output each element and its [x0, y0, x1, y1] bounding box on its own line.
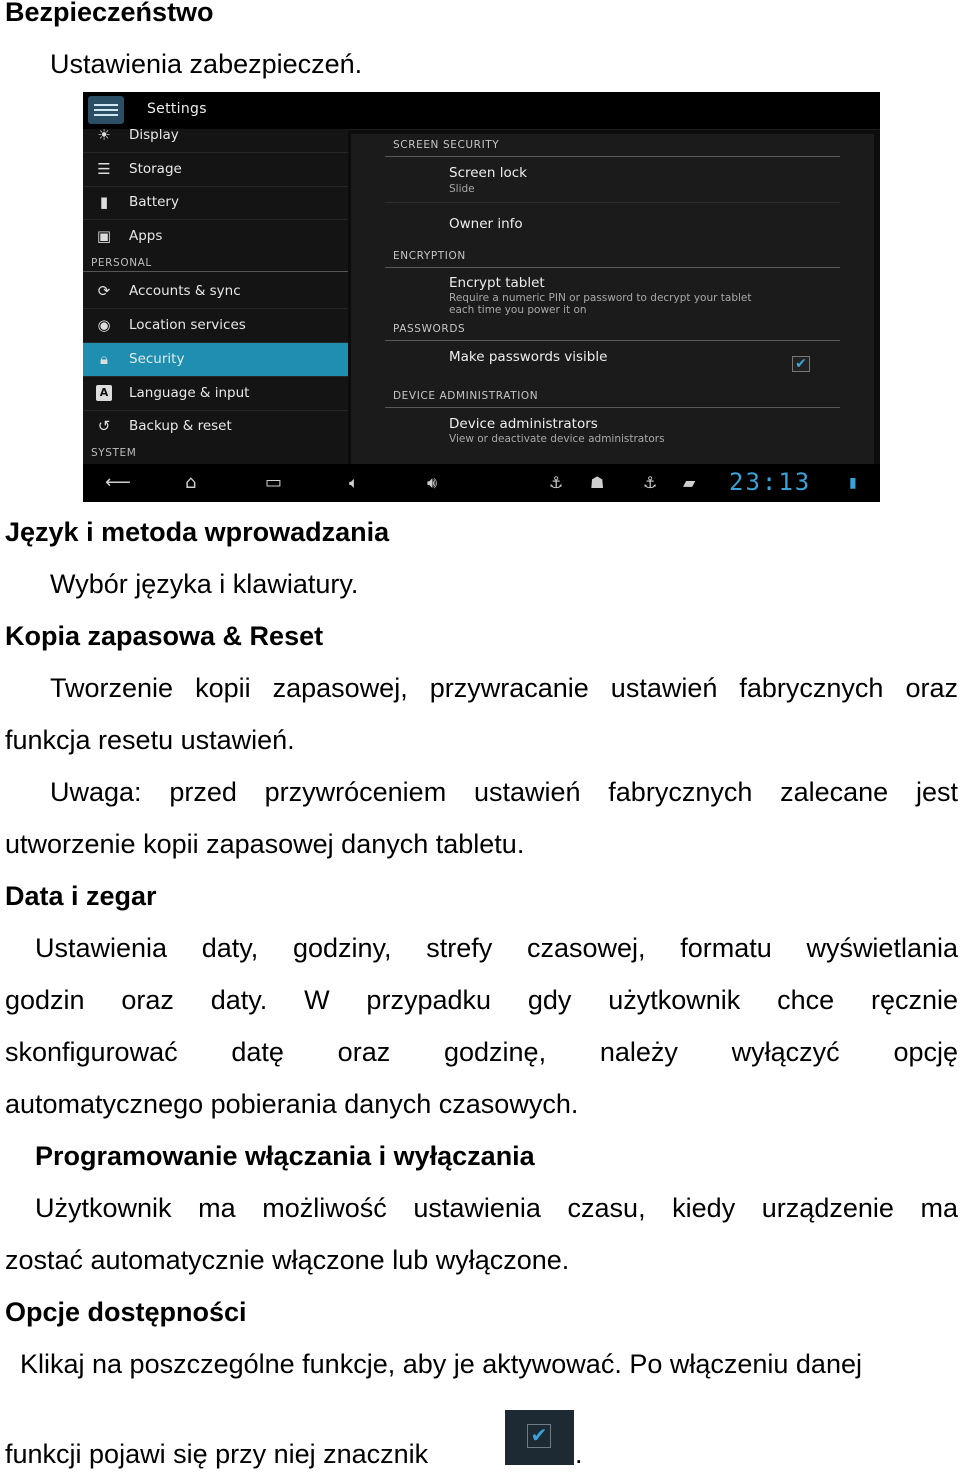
android-icon: ☗: [590, 473, 605, 492]
accessibility-line2-period: .: [575, 1439, 583, 1469]
sidebar-header-system: SYSTEM: [91, 447, 137, 459]
accessibility-line1: Klikaj na poszczególne funkcje, aby je aktywować. Po włączeniu danej: [20, 1349, 862, 1379]
passwords-visible-checkbox[interactable]: ✔: [792, 356, 810, 372]
system-navigation-bar: [83, 464, 880, 502]
backup-warning-line1: Uwaga: przed przywróceniem ustawień fabrycznych zalecane jest: [50, 777, 958, 807]
sidebar-header-personal: PERSONAL: [91, 257, 152, 269]
date-time-line4: automatycznego pobierania danych czasowych.: [5, 1089, 579, 1119]
device-administrators-summary: View or deactivate device administrators: [449, 433, 665, 445]
section-header-encryption: ENCRYPTION: [393, 250, 466, 262]
recent-apps-icon[interactable]: ▭: [265, 472, 283, 493]
usb-debug-icon: ⚓: [643, 473, 658, 492]
clock: 23:13: [729, 468, 812, 496]
section-header-passwords: PASSWORDS: [393, 323, 466, 335]
sidebar-item-label: Display: [129, 127, 179, 143]
sidebar-item-apps[interactable]: [83, 220, 348, 253]
volume-up-icon[interactable]: 🔊︎: [427, 473, 438, 492]
scheduled-power-line1: Użytkownik ma możliwość ustawienia czasu, kiedy urządzenie ma: [35, 1193, 958, 1223]
encrypt-tablet-summary-line1: Require a numeric PIN or password to decrypt your tablet: [449, 292, 752, 304]
heading-security: Bezpieczeństwo: [5, 0, 214, 27]
security-settings-panel: [351, 134, 874, 464]
display-icon: ☀: [97, 126, 111, 144]
storage-icon: ☰: [97, 160, 111, 178]
app-title: Settings: [147, 101, 207, 117]
heading-date-time: Data i zegar: [5, 881, 157, 911]
volume-down-icon[interactable]: 🔈︎: [349, 473, 359, 492]
device-administrators-title: Device administrators: [449, 416, 598, 432]
sidebar-item-language-input[interactable]: [83, 377, 348, 411]
encrypt-tablet-title: Encrypt tablet: [449, 275, 545, 291]
scheduled-power-line2: zostać automatycznie włączone lub wyłączone.: [5, 1245, 570, 1275]
home-icon[interactable]: ⌂: [185, 472, 197, 493]
battery-status-icon: ▮: [849, 475, 857, 491]
encrypt-tablet-summary-line2: each time you power it on: [449, 304, 587, 316]
sidebar-item-battery[interactable]: [83, 186, 348, 220]
sidebar-item-storage[interactable]: [83, 153, 348, 187]
owner-info-item[interactable]: Owner info: [449, 216, 523, 232]
date-time-line2: godzin oraz daty. W przypadku gdy użytkownik chce ręcznie: [5, 985, 958, 1015]
sidebar-item-location-services[interactable]: [83, 309, 348, 343]
screen-lock-title: Screen lock: [449, 165, 527, 181]
backup-icon: ↺: [97, 417, 111, 435]
lock-icon: 🔒︎: [100, 350, 108, 368]
backup-warning-line2: utworzenie kopii zapasowej danych tabletu.: [5, 829, 525, 859]
sidebar-item-accounts-sync[interactable]: [83, 275, 348, 309]
back-icon[interactable]: ⟵: [105, 472, 131, 493]
heading-language-input: Język i metoda wprowadzania: [5, 517, 390, 547]
battery-icon: ▮: [99, 193, 109, 211]
sidebar-item-label: Security: [129, 351, 185, 367]
section-header-device-administration: DEVICE ADMINISTRATION: [393, 390, 539, 402]
sidebar-item-label: Accounts & sync: [129, 283, 241, 299]
sidebar-item-label: Language & input: [129, 385, 250, 401]
accessibility-line2: funkcji pojawi się przy niej znacznik: [5, 1439, 429, 1469]
heading-backup-reset: Kopia zapasowa & Reset: [5, 621, 324, 651]
screenshot-icon: ▰: [683, 473, 696, 492]
sidebar-item-label: Battery: [129, 194, 179, 210]
sidebar-item-backup-reset[interactable]: [83, 410, 348, 443]
location-icon: ◉: [97, 316, 111, 334]
settings-screenshot: [83, 92, 880, 502]
sidebar-item-label: Backup & reset: [129, 418, 232, 434]
section-header-screen-security: SCREEN SECURITY: [393, 139, 500, 151]
usb-icon: ⚓: [549, 473, 564, 492]
language-input-description: Wybór języka i klawiatury.: [50, 569, 359, 599]
heading-scheduled-power: Programowanie włączania i wyłączania: [35, 1141, 535, 1171]
date-time-line3: skonfigurować datę oraz godzinę, należy wyłączyć opcję: [5, 1037, 958, 1067]
make-passwords-visible-title: Make passwords visible: [449, 349, 608, 365]
apps-icon: ▣: [96, 227, 112, 245]
screen-lock-value: Slide: [449, 183, 475, 195]
backup-reset-paragraph-line2: funkcja resetu ustawień.: [5, 725, 295, 755]
backup-reset-paragraph-line1: Tworzenie kopii zapasowej, przywracanie ustawień fabrycznych oraz: [50, 673, 958, 703]
sync-icon: ⟳: [97, 282, 111, 300]
sidebar-item-security[interactable]: [83, 343, 348, 377]
sidebar-item-label: Location services: [129, 317, 246, 333]
sidebar-item-display[interactable]: [83, 119, 348, 153]
security-description: Ustawienia zabezpieczeń.: [50, 49, 363, 79]
sidebar-item-label: Apps: [129, 228, 163, 244]
keyboard-icon: A: [96, 385, 112, 401]
sidebar-item-label: Storage: [129, 161, 182, 177]
checkmark-icon: ✔: [505, 1410, 574, 1465]
settings-sidebar: [83, 126, 348, 464]
date-time-line1: Ustawienia daty, godziny, strefy czasowej, formatu wyświetlania: [35, 933, 958, 963]
heading-accessibility: Opcje dostępności: [5, 1297, 247, 1327]
